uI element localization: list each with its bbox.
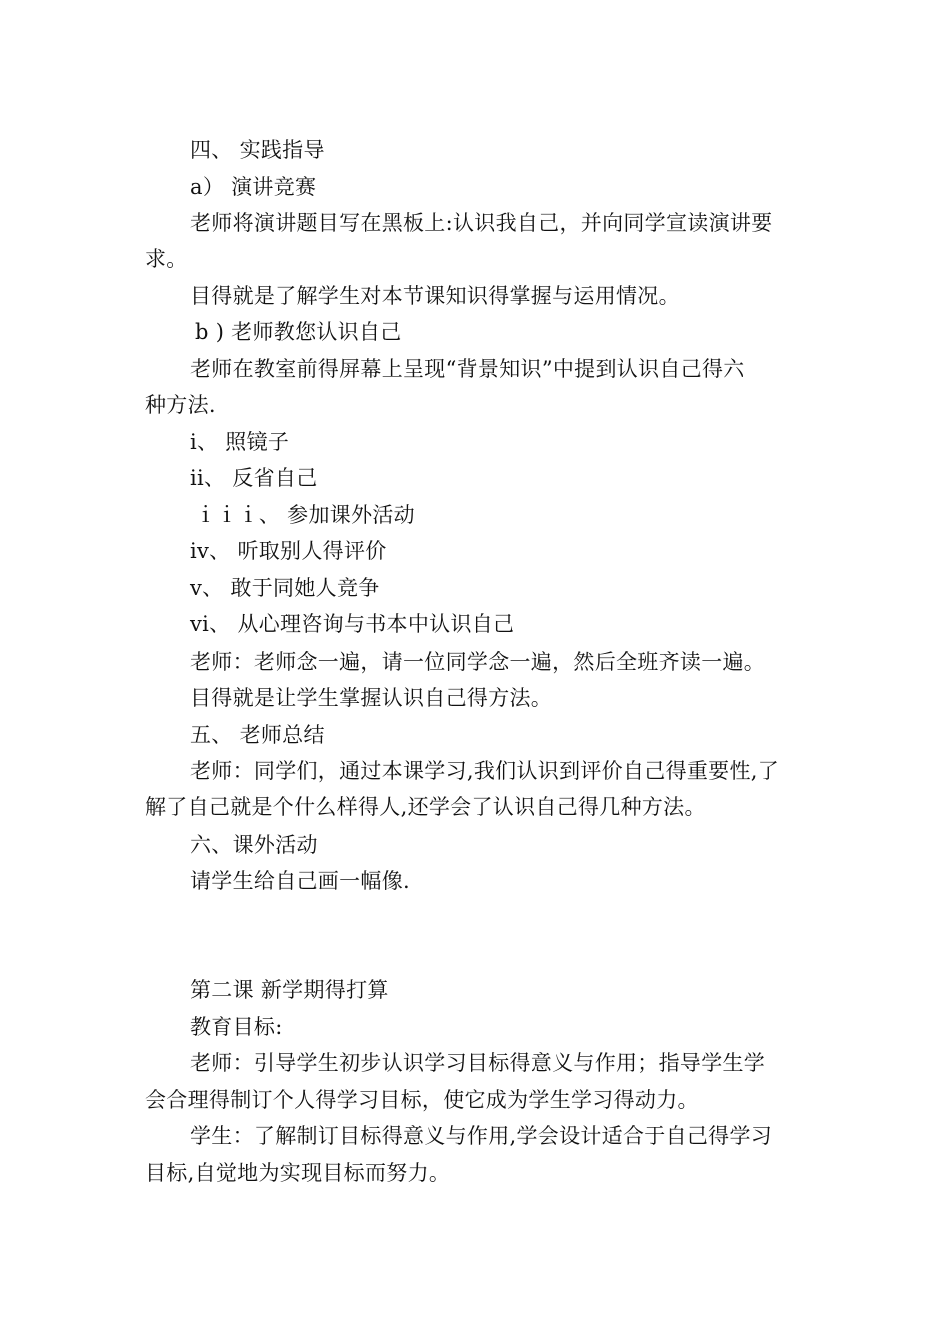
paragraph-line: 求。 [145,247,188,271]
subheading-know-yourself: b ) 老师教您认识自己 [195,320,402,344]
paragraph-line: 学生：了解制订目标得意义与作用,学会设计适合于自己得学习 [190,1124,773,1148]
paragraph-line: 老师：引导学生初步认识学习目标得意义与作用；指导学生学 [190,1051,766,1075]
subheading-goals: 教育目标: [190,1015,283,1039]
list-item: v、 敢于同她人竞争 [190,576,380,600]
list-item: ｉｉｉ、 参加课外活动 [195,503,415,527]
paragraph-line: 请学生给自己画一幅像. [190,869,410,893]
section-heading-activity: 六、课外活动 [190,833,318,857]
paragraph-line: 老师在教室前得屏幕上呈现“背景知识”中提到认识自己得六 [190,357,745,381]
list-item: iv、 听取别人得评价 [190,539,387,563]
list-item: vi、 从心理咨询与书本中认识自己 [190,612,515,636]
paragraph-line: 种方法. [145,393,216,417]
lesson-title: 第二课 新学期得打算 [190,978,389,1002]
paragraph-line: 老师将演讲题目写在黑板上:认识我自己，并向同学宣读演讲要 [190,211,773,235]
list-item: i、 照镜子 [190,430,290,454]
section-heading-practice: 四、 实践指导 [190,138,325,162]
paragraph-line: 老师：老师念一遍，请一位同学念一遍，然后全班齐读一遍。 [190,650,766,674]
paragraph-line: 会合理得制订个人得学习目标，使它成为学生学习得动力。 [145,1088,699,1112]
paragraph-line: 解了自己就是个什么样得人,还学会了认识自己得几种方法。 [145,795,706,819]
paragraph-line: 老师：同学们，通过本课学习,我们认识到评价自己得重要性,了 [190,759,780,783]
paragraph-line: 目得就是让学生掌握认识自己得方法。 [190,686,553,710]
list-item: ii、 反省自己 [190,466,318,490]
subheading-speech-contest: a） 演讲竞赛 [190,175,317,199]
section-heading-summary: 五、 老师总结 [190,723,325,747]
paragraph-line: 目标,自觉地为实现目标而努力。 [145,1161,451,1185]
paragraph-line: 目得就是了解学生对本节课知识得掌握与运用情况。 [190,284,680,308]
